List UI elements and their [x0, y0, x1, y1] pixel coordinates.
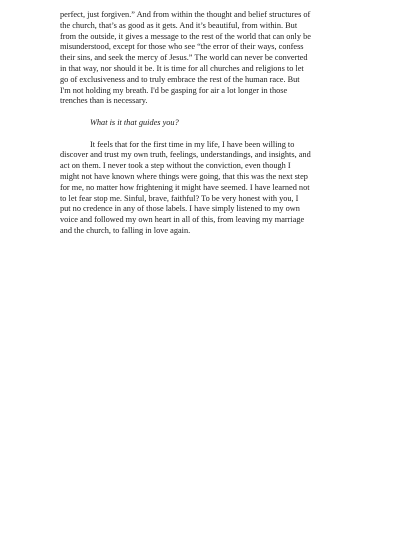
paragraph-line: voice and followed my own heart in all of this, from leaving my marriage: [60, 215, 305, 225]
document-body: [60, 10, 360, 237]
paragraph-line: misunderstood, except for those who see “the error of their ways, confess: [60, 42, 304, 52]
paragraph-line: and the church, to falling in love again.: [60, 225, 191, 235]
paragraph-line: the church, that’s as good as it gets. And it’s beautiful, from within. But: [60, 20, 298, 30]
paragraph-line: discover and trust my own truth, feelings, understandings, and insights, and: [60, 150, 311, 160]
interview-question: What is it that guides you?: [90, 117, 179, 127]
paragraph-line: put no credence in any of those labels. I have simply listened to my own: [60, 204, 300, 214]
paragraph-line: for me, no matter how frightening it might have seemed. I have learned not: [60, 182, 310, 192]
paragraph-spacer: [60, 129, 360, 140]
answer-paragraph: [60, 140, 360, 237]
paragraph-line: trenches than is necessary.: [60, 96, 148, 106]
paragraph-line: to let fear stop me. Sinful, brave, faithful? To be very honest with you, I: [60, 193, 299, 203]
paragraph-line: in that way, nor should it be. It is time for all churches and religions to let: [60, 63, 304, 73]
paragraph-line: act on them. I never took a step without the conviction, even though I: [60, 161, 291, 171]
paragraph-line: their sins, and seek the mercy of Jesus.” The world can never be converted: [60, 53, 308, 63]
paragraph-continuation: [60, 10, 360, 107]
paragraph-line: go of exclusiveness and to truly embrace the rest of the human race. But: [60, 74, 300, 84]
paragraph-line: perfect, just forgiven.” And from within the thought and belief structures of: [60, 10, 311, 19]
paragraph-spacer: [60, 107, 360, 118]
paragraph-line: might not have known where things were going, that this was the next step: [60, 171, 308, 181]
paragraph-line: from the outside, it gives a message to the rest of the world that can only be: [60, 31, 311, 41]
paragraph-line: I'm not holding my breath. I'd be gasping for air a lot longer in those: [60, 85, 288, 95]
paragraph-line: It feels that for the first time in my life, I have been willing to: [90, 139, 295, 149]
